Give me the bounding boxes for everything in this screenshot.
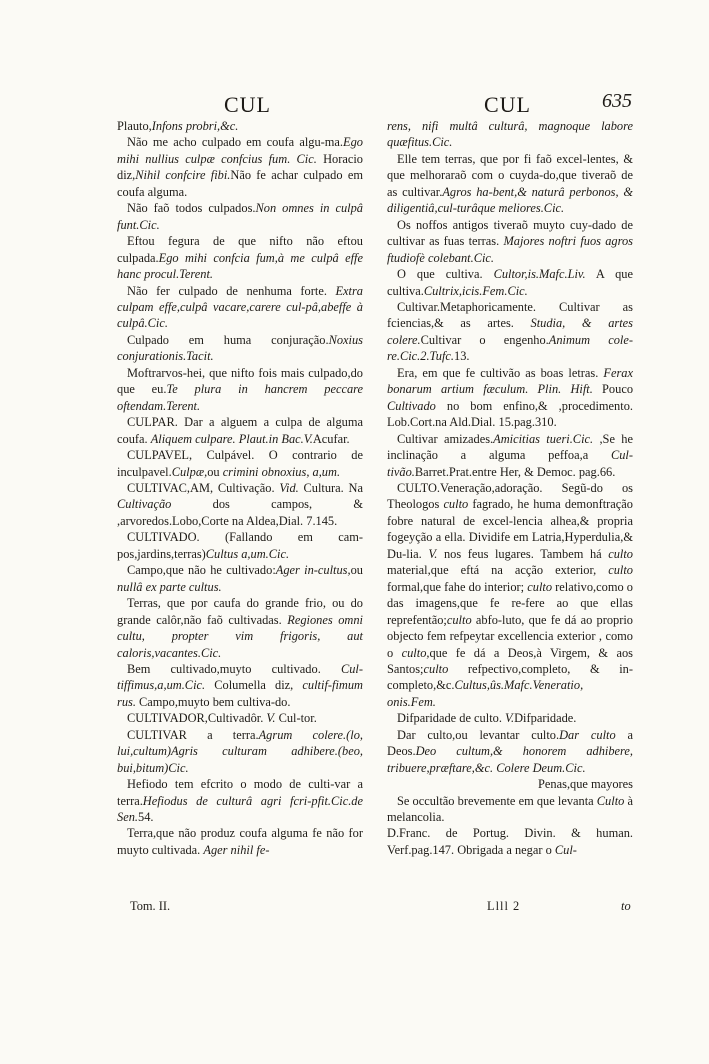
latin-text: Regiones omni cultu, propter vim frigoris, aut caloris,vacantes.Cic. — [117, 612, 363, 660]
dictionary-entry — [117, 233, 363, 282]
entry-text: Cultivar amizades. — [397, 431, 494, 446]
entry-text: abfo-luto, que fe dá ao proprio objecto fem refpeytar excellencia exterior , como o — [387, 612, 633, 660]
latin-text: Culto — [596, 793, 625, 808]
entry-text: fagrado, he huma demonftração fobre natural de excel-lencia alhea,& propria fogeyção a ella. Dividife em Latria,Hyperdulia,& Du-lia. — [387, 497, 633, 561]
volume-label: Tom. II. — [130, 899, 171, 913]
entry-text: Dar culto,ou levantar culto. — [397, 727, 560, 742]
latin-text: Agros ha-bent,& naturâ perbonos, & diligentiâ,cul-turâque meliores.Cic. — [387, 184, 633, 216]
latin-text: Agrum colere.(lo, lui,cultum)Agris culturam adhibere.(beo, bui,bitum)Cic. — [117, 727, 363, 775]
entry-text: Cultivar.Metaphoricamente. Cultivar as fciencias,& as artes. — [387, 299, 633, 331]
entry-text: Pouco — [592, 382, 634, 397]
entry-text: CULTIVAC,AM, Cultivação. — [127, 480, 280, 495]
latin-text: Infons probri,&c. — [151, 119, 239, 133]
latin-text: Culpæ, — [171, 464, 208, 479]
latin-text: Cultivação — [117, 497, 172, 512]
latin-text: Majores noftri fuos agros ftudiofè colebant.Cic. — [387, 234, 633, 265]
dictionary-entry — [117, 414, 363, 447]
entry-text: Não fer culpado de nenhuma forte. — [127, 283, 336, 298]
dictionary-entry — [387, 480, 633, 710]
catchword: to — [621, 899, 631, 913]
entry-text: D.Franc. de Portug. Divin. & human. Verf.pag.147. Obrigada a negar o — [387, 826, 633, 857]
dictionary-entry — [387, 365, 633, 431]
latin-text: culto — [446, 612, 472, 627]
latin-text: rens, nifi multâ culturâ, magnoque labore quæfitus.Cic. — [387, 119, 633, 150]
latin-text: Non omnes in culpâ funt.Cic. — [117, 201, 363, 232]
latin-text: Cul- — [554, 842, 577, 857]
dictionary-entry — [117, 710, 363, 726]
dictionary-entry — [117, 200, 363, 233]
entry-text: CULPAVEL, Culpável. O contrario de inculpavel. — [117, 448, 363, 479]
entry-text: Penas,que mayores — [538, 777, 633, 792]
dictionary-entry — [117, 134, 363, 200]
latin-text: nullâ ex parte cultus. — [117, 579, 222, 594]
dictionary-entry — [117, 661, 363, 710]
entry-text: Terra,que não produz coufa alguma fe não for muyto cultivada. — [117, 826, 363, 857]
entry-text: Difparidade de culto. — [397, 711, 506, 726]
latin-text: Nihil confcire fibi. — [135, 168, 231, 183]
latin-text: V. — [266, 711, 276, 726]
latin-text: Hefiodus de culturâ agri fcri-pfit.Cic.de Sen. — [117, 793, 363, 825]
latin-text: Cultivado — [387, 398, 436, 413]
latin-text: Extra culpam effe,culpâ vacare,carere cul-pâ,abeffe à culpâ.Cic. — [117, 283, 363, 331]
dictionary-entry — [387, 793, 633, 826]
entry-text: Se occultão brevemente em que levanta — [397, 793, 597, 808]
entry-text: ,Se he inclinação a alguma peffoa,a — [387, 431, 633, 463]
dictionary-entry — [117, 562, 363, 595]
entry-text: Não fe achar culpado em coufa alguma. — [117, 168, 363, 199]
latin-text: culto, — [401, 645, 430, 660]
latin-text: Animum cole-re.Cic.2.Tufc. — [387, 332, 633, 364]
latin-text: Dar culto — [559, 727, 616, 742]
latin-text: culto — [527, 579, 553, 594]
latin-text: V. — [505, 711, 515, 726]
entry-text: relativo,como o das imagens,que fe re-fere ao que ellas reprefentão; — [387, 579, 633, 627]
entry-text: Moftrarvos-hei, que nifto fois mais culpado,do que eu. — [117, 365, 363, 397]
entry-text: CULTIVADOR,Cultivadôr. — [127, 711, 267, 726]
dictionary-entry — [387, 727, 633, 776]
latin-text: Deo cultum,& honorem adhibere, tribuere,præftare,&c. Colere Deum.Cic. — [387, 744, 633, 775]
entry-text: 54. — [138, 810, 154, 825]
entry-text: Bem cultivado,muyto cultivado. — [127, 661, 341, 676]
latin-text: Cultor,is.Mafc.Liv. — [493, 267, 586, 282]
dictionary-entry — [387, 217, 633, 266]
latin-text: Ego mihi nullius culpæ confcius fum. Cic. — [117, 135, 363, 166]
dictionary-entry — [117, 727, 363, 776]
entry-text: CULPAR. Dar a alguem a culpa de alguma coufa. — [117, 415, 363, 446]
entry-text: Cultura. Na — [298, 480, 363, 495]
entry-text: formal,que fahe do interior; — [387, 579, 528, 594]
entry-text: ou — [350, 563, 363, 578]
dictionary-entry — [387, 431, 633, 480]
latin-text: cultif-fimum rus. — [117, 678, 363, 709]
entry-text: Campo,que não he cultivado: — [127, 563, 276, 578]
latin-text: Ego mihi confcia fum,à me culpâ effe hanc procul.Terent. — [117, 250, 363, 282]
entry-text: nos feus lugares. Tambem há — [437, 546, 609, 561]
entry-text: Horacio diz, — [117, 151, 363, 183]
entry-text: CULTIVAR a terra. — [127, 727, 259, 742]
latin-text: Ager nihil fe- — [203, 842, 270, 857]
entry-text: Não me acho culpado em coufa algu-ma. — [127, 135, 344, 150]
entry-text: dos campos, & ,arvoredos.Lobo,Corte na Aldea,Dial. 7.145. — [117, 497, 363, 528]
latin-text: Cultus,ûs.Mafc.Veneratio, onis.Fem. — [387, 678, 584, 709]
latin-text: Ferax bonarum artium fæculum. Plin. Hift. — [387, 365, 633, 397]
dictionary-entry — [387, 151, 633, 217]
entry-text: Terras, que por caufa do grande frio, ou do grande calôr,não faõ cultivadas. — [117, 596, 363, 627]
latin-text: Te plura in hancrem peccare oftendam.Terent. — [117, 382, 363, 413]
page-number: 635 — [602, 90, 632, 112]
entry-text: que fe dá a Deos,à Virgem, & aos Santos; — [387, 645, 633, 676]
left-column — [117, 118, 363, 858]
dictionary-entry — [387, 266, 633, 299]
entry-text: CULTIVADO. (Fallando em cam-pos,jardins,terras) — [117, 530, 363, 561]
dictionary-entry — [117, 595, 363, 661]
dictionary-entry — [387, 825, 633, 858]
latin-text: Cul-tiffimus,a,um.Cic. — [117, 661, 363, 693]
latin-text: Studia, & artes colere. — [387, 316, 633, 347]
latin-text: crimini obnoxius, a,um. — [222, 464, 341, 479]
dictionary-entry — [117, 447, 363, 480]
dictionary-entry — [117, 365, 363, 414]
dictionary-entry — [117, 825, 363, 858]
dictionary-entry — [387, 299, 633, 365]
dictionary-entry — [387, 710, 633, 726]
entry-text: ou — [207, 464, 223, 479]
latin-text: culto — [608, 563, 633, 578]
entry-text: Campo,muyto bem cultiva-do. — [135, 694, 291, 709]
dictionary-entry — [117, 283, 363, 332]
latin-text: Ager in-cultus, — [275, 563, 351, 578]
entry-text: Não faõ todos culpados. — [127, 201, 256, 216]
entry-text: CULTO.Veneração,adoração. Segũ-do os Theologos — [387, 480, 633, 512]
latin-text: Amicitias tueri.Cic. — [493, 431, 594, 446]
entry-text: a Deos. — [387, 727, 633, 759]
entry-text: Culpado em huma conjuração. — [127, 332, 329, 347]
latin-text: Cultrix,icis.Fem.Cic. — [423, 283, 528, 298]
latin-text: Cul-tivão. — [387, 448, 633, 479]
entry-text: Eftou fegura de que nifto não eftou culpada. — [117, 234, 363, 265]
latin-text: culto — [443, 497, 469, 512]
entry-text: no bom enfino,& ,procedimento. Lob.Cort.na Ald.Dial. 15.pag.310. — [387, 398, 633, 430]
dictionary-entry — [117, 332, 363, 365]
entry-text: à melancolia. — [387, 793, 633, 825]
latin-text: Aliquem culpare. Plaut.in Bac.V. — [150, 431, 313, 446]
entry-text: A que cultiva. — [387, 267, 633, 298]
entry-text: Elle tem terras, que por fi faõ excel-lentes, & que melhoraraõ com o cuyda-do,que tiveraõ de as cultivar. — [387, 151, 633, 199]
latin-text: Vid. — [279, 480, 299, 495]
header-left-catchword: CUL — [224, 92, 271, 117]
dictionary-entry — [117, 776, 363, 825]
dictionary-entry — [387, 776, 633, 792]
entry-text: Era, em que fe cultivão as boas letras. — [397, 365, 604, 380]
dictionary-entry — [117, 529, 363, 562]
entry-text: Difparidade. — [514, 711, 577, 726]
entry-text: Plauto, — [117, 119, 152, 133]
signature-mark: Llll 2 — [487, 899, 521, 913]
dictionary-entry — [387, 118, 633, 151]
entry-text: Hefiodo tem efcrito o modo de culti-var a terra. — [117, 777, 363, 808]
header-right-catchword: CUL — [484, 92, 531, 117]
right-column — [387, 118, 633, 858]
entry-text: material,que eftá na acção exterior, — [387, 563, 609, 578]
latin-text: culto — [608, 546, 633, 561]
dictionary-entry — [117, 118, 363, 134]
dictionary-entry — [117, 480, 363, 529]
entry-text: Barret.Prat.entre Her, & Democ. pag.66. — [414, 464, 616, 479]
latin-text: Cultus a,um.Cic. — [205, 546, 290, 561]
latin-text: culto — [423, 661, 449, 676]
entry-text: 13. — [454, 349, 470, 364]
entry-text: Columella diz, — [205, 678, 303, 693]
entry-text: Os noffos antigos tiveraõ muyto cuy-dado de cultivar as fuas terras. — [387, 217, 633, 249]
latin-text: V. — [428, 546, 438, 561]
entry-text: Cul-tor. — [275, 711, 317, 726]
entry-text: Acufar. — [312, 431, 350, 446]
entry-text: Cultivar o engenho. — [420, 332, 549, 347]
entry-text: refpectivo,completo, & in-completo,&c. — [387, 661, 633, 693]
latin-text: Noxius conjurationis.Tacit. — [117, 332, 363, 364]
entry-text: O que cultiva. — [397, 267, 494, 282]
